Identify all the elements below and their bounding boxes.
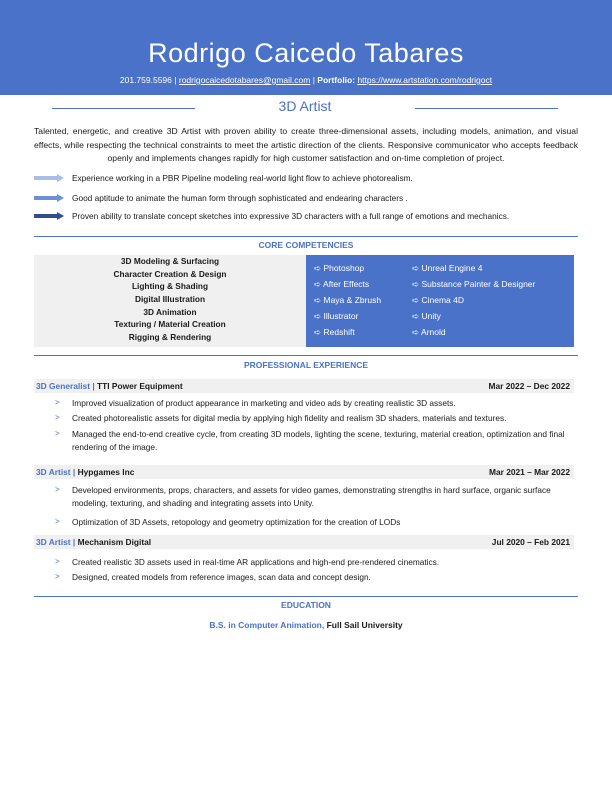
job-header — [34, 535, 574, 549]
tool-item: ➪ Unreal Engine 4 — [412, 263, 483, 273]
candidate-name: Rodrigo Caicedo Tabares — [148, 38, 464, 68]
section-divider — [34, 236, 578, 237]
email-link[interactable]: rodrigocaicedotabares@gmail.com — [178, 75, 311, 85]
tool-arrow-icon: ➪ — [412, 311, 420, 321]
phone: 201.759.5596 — [119, 75, 172, 85]
tool-arrow-icon: ➪ — [412, 295, 420, 305]
degree: B.S. in Computer Animation, — [209, 620, 325, 630]
job-role: 3D Generalist | TTI Power Equipment — [36, 381, 183, 391]
job-company: Hypgames Inc — [77, 467, 135, 477]
job-dates: Mar 2022 – Dec 2022 — [488, 381, 570, 391]
skills-panel — [34, 255, 306, 347]
tool-item: ➪ Unity — [412, 311, 441, 321]
job-company: TTI Power Equipment — [97, 381, 183, 391]
job-header — [34, 379, 574, 393]
tool-item: ➪ After Effects — [314, 279, 370, 289]
skill-item: Character Creation & Design — [113, 268, 227, 279]
arrow-medium-icon — [34, 194, 64, 202]
list-item: > Created photorealistic assets for digital media by applying high fidelity and realism 3D shaders, materials and textures. — [55, 413, 507, 423]
bullet-chevron-icon: > — [55, 572, 60, 581]
section-divider — [34, 355, 578, 356]
divider — [415, 108, 558, 109]
bullet-chevron-icon: > — [55, 413, 60, 422]
arrow-light-icon — [34, 174, 64, 182]
skill-item: 3D Modeling & Surfacing — [120, 256, 220, 266]
list-item: > Created realistic 3D assets used in real-time AR applications and high-end pre-rendered cinematics. — [55, 557, 440, 567]
job-title: 3D Artist — [278, 98, 332, 114]
bullet-chevron-icon: > — [55, 398, 60, 407]
bullet-chevron-icon: > — [55, 429, 60, 438]
arrow-dark-icon — [34, 212, 64, 220]
competencies-heading: CORE COMPETENCIES — [258, 240, 354, 250]
list-item: > Optimization of 3D Assets, retopology and geometry optimization for the creation of LODs — [55, 517, 401, 527]
highlight-item — [34, 210, 578, 224]
tool-item: ➪ Maya & Zbrush — [314, 295, 382, 305]
summary-paragraph: Talented, energetic, and creative 3D Artist with proven ability to create three-dimensional assets, including models, animation, and visual effects, while respecting the technical constraints to meet the artistic direction of the clients. Responsive communicator who accepts feedback openly and implements changes rapidly for high customer satisfaction and on-time completion of project. — [34, 126, 578, 163]
tools-panel — [306, 255, 574, 347]
portfolio-link[interactable]: https://www.artstation.com/rodrigoct — [357, 75, 493, 85]
job-dates: Mar 2021 – Mar 2022 — [488, 467, 570, 477]
header-banner — [0, 0, 612, 95]
skill-item: Lighting & Shading — [131, 281, 209, 292]
skill-item: Rigging & Rendering — [128, 332, 212, 343]
job-header — [34, 465, 574, 479]
job-role: 3D Artist | Mechanism Digital — [36, 537, 152, 547]
highlight-text: Experience working in a PBR Pipeline modeling real-world light flow to achieve photorealism. — [72, 173, 413, 183]
tool-item: ➪ Illustrator — [314, 311, 359, 321]
portfolio-label: Portfolio: — [317, 75, 356, 85]
tool-item: ➪ Arnold — [412, 327, 446, 337]
separator: | — [312, 75, 315, 85]
school: Full Sail University — [326, 620, 403, 630]
tool-arrow-icon: ➪ — [314, 311, 322, 321]
list-item: > Improved visualization of product appearance in marketing and video ads by creating realistic 3D assets. — [55, 398, 456, 408]
job-dates: Jul 2020 – Feb 2021 — [491, 537, 570, 547]
experience-heading: PROFESSIONAL EXPERIENCE — [243, 360, 369, 370]
section-divider — [34, 596, 578, 597]
tool-item: ➪ Redshift — [314, 327, 355, 337]
highlight-text: Proven ability to translate concept sketches into expressive 3D characters with a full range of emotions and mechanics. — [72, 211, 510, 221]
skill-item: Digital Illustration — [134, 294, 206, 305]
tool-item: ➪ Photoshop — [314, 263, 365, 273]
highlight-text: Good aptitude to animate the human form through sophisticated and endearing characters . — [72, 193, 408, 203]
bullet-chevron-icon: > — [55, 557, 60, 566]
skill-item: 3D Animation — [143, 306, 197, 317]
education-entry — [0, 620, 612, 630]
skill-item: Texturing / Material Creation — [114, 319, 226, 330]
education-heading: EDUCATION — [281, 600, 331, 610]
highlight-item — [34, 192, 578, 206]
highlight-item — [34, 172, 578, 186]
tool-arrow-icon: ➪ — [412, 263, 420, 273]
separator: | — [174, 75, 177, 85]
tool-arrow-icon: ➪ — [314, 327, 322, 337]
job-title-row — [52, 97, 558, 117]
tool-item: ➪ Cinema 4D — [412, 295, 465, 305]
bullet-chevron-icon: > — [55, 485, 60, 494]
job-company: Mechanism Digital — [77, 537, 152, 547]
contact-line — [0, 75, 612, 85]
tool-arrow-icon: ➪ — [314, 279, 322, 289]
tool-arrow-icon: ➪ — [314, 295, 322, 305]
list-item: > Managed the end-to-end creative cycle, from creating 3D models, lighting the scene, texturing, material creation, optimization and final rendering of the image. — [55, 429, 565, 452]
list-item: > Designed, created models from reference images, scan data and concept design. — [55, 572, 371, 582]
bullet-chevron-icon: > — [55, 517, 60, 526]
list-item: > Developed environments, props, characters, and assets for video games, demonstrating strengths in hard surface, organic surface modeling, texturing, and shading and integrating assets into Unity. — [55, 485, 551, 508]
tool-item: ➪ Substance Painter & Designer — [412, 279, 536, 289]
tool-arrow-icon: ➪ — [412, 279, 420, 289]
job-role: 3D Artist | Hypgames Inc — [36, 467, 135, 477]
tool-arrow-icon: ➪ — [412, 327, 420, 337]
tool-arrow-icon: ➪ — [314, 263, 322, 273]
